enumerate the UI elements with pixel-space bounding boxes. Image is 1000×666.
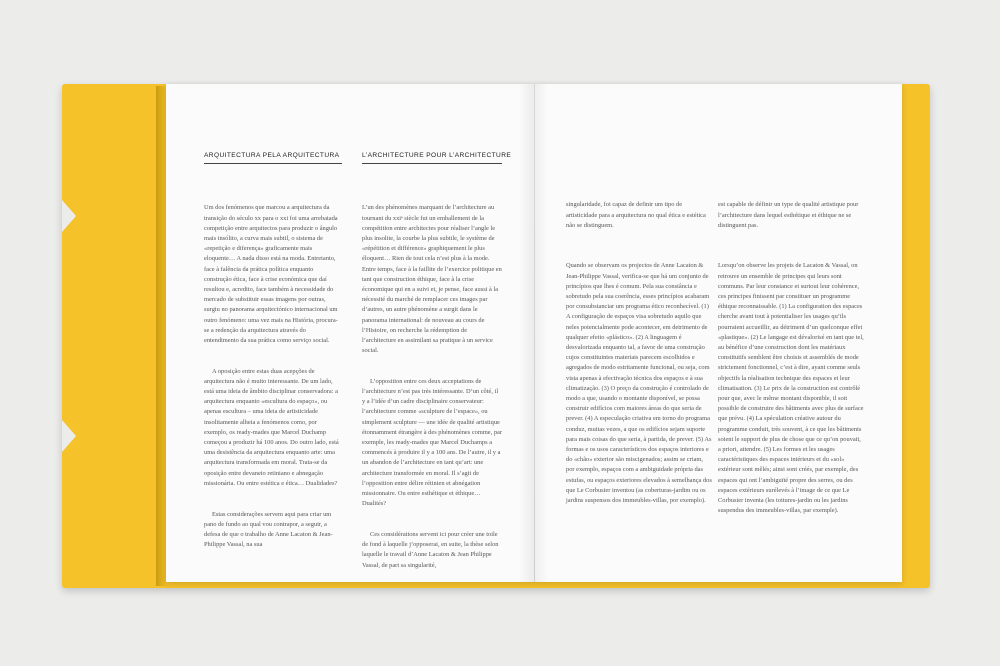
heading-rule-1	[204, 163, 342, 164]
folder-notch-top	[62, 200, 76, 232]
open-booklet	[166, 84, 902, 582]
column-portuguese-continued	[566, 180, 712, 527]
paragraph: L’opposition entre ces deux acceptations de l’architecture n’est pas très intéressante. D’un côté, il y a l’idée d’un cadre disciplinaire conservateur: l’architecture comme «sculpture de l’espace», ou simplement sculpture — une idée de qualité artistique étonnamment étrangère à des phénomènes comme, par exemple, les ready-mades que Marcel Duchamps a commencés à produire il y a 100 ans. De l’autre, il y a un abandon de l’architecture en tant qu’art: une architecture transformée en moral. Il s’agit de l’opposition entre délire rétinien et abnégation missionnaire. Ou entre esthétique et éthique… Dualités?	[362, 377, 504, 508]
column-portuguese	[204, 183, 342, 571]
column-french	[362, 183, 502, 591]
folder-notch-bottom	[62, 420, 76, 452]
paragraph: Estas considerações servem aqui para criar um pano de fundo ao qual vou contrapor, a seguir, a defesa de que o trabalho de Anne Lacaton & Jean-Philippe Vassal, na sua	[204, 510, 333, 549]
paragraph: Ces considérations servent ici pour créer une toile de fond à laquelle j’opposerai, en suite, la thèse selon laquelle le travail d’Anne Lacaton & Jean Philippe Vassal, de part sa singularité,	[362, 530, 501, 569]
paragraph: L’un des phénomènes marquant de l’architecture au tournant du xxiᵉ siècle fut un emballement de la compétition entre architectes pour réaliser l’angle le plus insolite, la courbe la plus subtile, le système de «répétition et différence» graphiquement le plus éloquent… Rien de tout cela n’est plus à la mode. Entre temps, face à la faillite de l’exercice politique en tant que construction éthique, face à la crise économique qui en a suivi et, je pense, face aussi à la nécessité du marché de remplacer ces images par d’autres, un autre phénomène a surgit dans le panorama international: de nouveau au cours de l’Histoire, on recherche la rédemption de l’architecture en assimilant sa pratique à un service social.	[362, 204, 504, 355]
heading-rule-2	[362, 163, 502, 164]
paragraph: Quando se observam os projectos de Anne Lacaton & Jean-Philippe Vassal, verifica-se que há um conjunto de princípios que lhes é comum. Pela sua constância e sobretudo pela sua coerência, esses princípios acabaram por consubstanciar um programa ético reconhecível. (1) A configuração de espaços visa sobretudo aquilo que neles potencialmente pode acontecer, em detrimento de qualquer efeito «plástico». (2) A linguagem é desvalorizada enquanto tal, a favor de uma construção cujos constituintes materiais parecem escolhidos e agregados de modo estritamente funcional, ou seja, com vista apenas à efectivação técnica dos espaços e à sua climatização. (3) O preço da construção é controlado de modo a que, usando o montante disponível, se possa construir edifícios com maiores áreas do que seria de prever. (4) A especulação criativa em torno do programa conduz, muitas vezes, a que os edifícios sejam suporte para mais coisas do que seria, à partida, de prever. (5) As formas e os usos característicos dos espaços interiores e do «chão» exterior são miscigenados; assim se criam, por exemplo, espaços com a ambiguidade própria das estufas, ou espaços exteriores elevados à semelhança dos que Le Corbusier inventou (as coberturas-jardim ou os jardins suspensos dos immeubles-villas, por exemplo).	[566, 262, 714, 505]
paragraph: Lorsqu’on observe les projets de Lacaton & Vassal, on retrouve un ensemble de principes qui leurs sont communs. Par leur constance et surtout leur cohérence, ces principes finissent par constituer un programme éthique reconnaissable. (1) La configuration des espaces cherche avant tout à potentialiser les usages qu’ils pourraient accueillir, au détriment d’un quelconque effet «plastique». (2) Le langage est dévalorisé en tant que tel, au bénéfice d’une construction dont les matériaux constitutifs semblent être choisis et assemblés de mode strictement fonctionnel, c’est à dire, ayant comme seuls objectifs la réalisation technique des espaces et leur climatisation. (3) Le prix de la construction est contrôlé pour que, avec le même montant disponible, il soit possible de construire des bâtiments avec plus de surface que prévu. (4) La spéculation créative autour du programme conduit, très souvent, à ce que les bâtiments soient le support de plus de chose que ce qu’on pouvait, a priori, attendre. (5) Les formes et les usages caractéristiques des espaces intérieurs et du «sol» extérieur sont mêlés; ainsi sont créés, par exemple, des espaces qui ont l’ambiguïté propre des serres, ou des espaces extérieurs surélevés à l’image de ce que Le Corbusier inventa (les toitures-jardin ou les jardins suspendus des immeubles-villas, par exemple).	[718, 262, 866, 515]
paragraph: Um dos fenómenos que marcou a arquitectura da transição do século xx para o xxi foi uma arrebatada competição entre arquitectos para produzir o ângulo mais insólito, a curva mais subtil, o sistema de «repetição e diferença» graficamente mais eloquente… A nada disso está na moda. Entretanto, face à falência da prática política enquanto construção ética, face à crise económica que daí resultou e, acredito, face também à necessidade do mercado de substituir essas imagens por outras, surgiu no panorama arquitectónico internacional um outro fenómeno: uma vez mais na História, procura-se a redenção da arquitectura através do entendimento da sua prática como serviço social.	[204, 204, 340, 345]
heading-portuguese: ARQUITECTURA PELA ARQUITECTURA	[204, 152, 340, 159]
heading-french: L’ARCHITECTURE POUR L’ARCHITECTURE	[362, 152, 512, 159]
paragraph: singularidade, foi capaz de definir um tipo de artisticidade para a arquitectura no qual ética e estética não se distinguem.	[566, 201, 708, 229]
column-french-continued	[718, 180, 864, 537]
booklet-gutter	[534, 84, 535, 582]
paragraph: A oposição entre estas duas acepções de arquitectura não é muito interessante. De um lado, está uma ideia de âmbito disciplinar conservadora: a arquitectura enquanto «escultura do espaço», ou apenas escultura – uma ideia de artisticidade insolitamente alheia a fenómenos como, por exemplo, os ready-mades que Marcel Duchamp começou a produzir há 100 anos. Do outro lado, está uma desistência da arquitectura enquanto arte: uma arquitectura transformada em moral. Trata-se da oposição entre devaneio retiniano e abnegação missionária. Ou entre estética e ética… Dualidades?	[204, 367, 341, 487]
paragraph: est capable de définir un type de qualité artistique pour l’architecture dans lequel esthétique et éthique ne se distinguent pas.	[718, 201, 860, 229]
gutter-shadow	[518, 84, 548, 582]
